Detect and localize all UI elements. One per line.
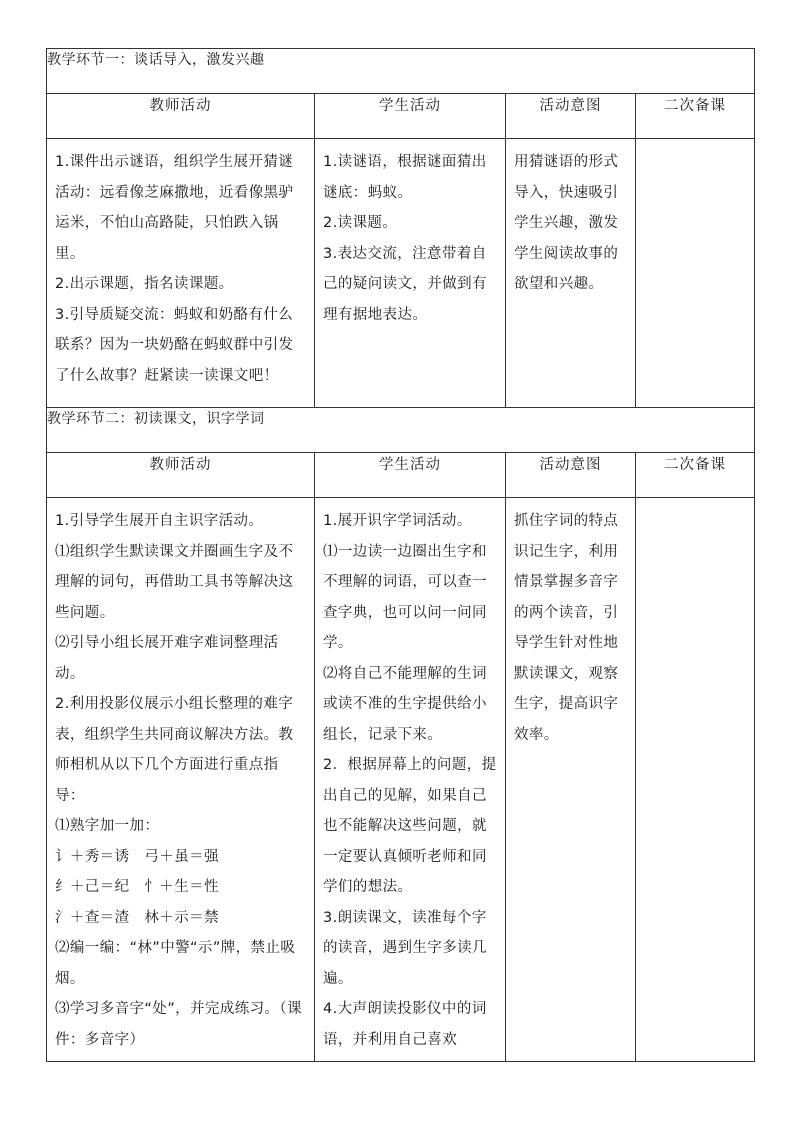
header-teacher-activity: 教师活动 bbox=[47, 94, 315, 139]
student-item: 1.读谜语，根据谜面猜出谜底：蚂蚁。 bbox=[323, 154, 487, 201]
teacher-item: ⑵引导小组长展开难字难词整理活动。 bbox=[55, 635, 279, 682]
section-2-title-row bbox=[47, 408, 755, 453]
header-second-prep: 二次备课 bbox=[636, 94, 755, 139]
teacher-item: 氵＋查＝渣 林＋示＝禁 bbox=[55, 909, 219, 926]
section-2-header-row bbox=[47, 453, 755, 498]
student-item: ⑵将自己不能理解的生词或读不准的生字提供给小组长，记录下来。 bbox=[323, 665, 487, 743]
section-2-second-prep-cell bbox=[636, 498, 755, 1062]
section-2-intent-cell bbox=[506, 498, 636, 1062]
student-item: 4.大声朗读投影仪中的词语，并利用自己喜欢 bbox=[323, 1001, 487, 1048]
lesson-plan-table bbox=[46, 48, 755, 1062]
student-item: 2．根据屏幕上的问题，提出自己的见解，如果自己也不能解决这些问题，就一定要认真倾听老师和同学们的想法。 bbox=[323, 757, 497, 895]
student-item: 3.表达交流，注意带着自己的疑问读文，并做到有理有据地表达。 bbox=[323, 245, 487, 323]
teacher-item: ⑶学习多音字“处”，并完成练习。（课件：多音字） bbox=[55, 1001, 302, 1048]
section-1-content-row bbox=[47, 139, 755, 408]
section-1-teacher-cell bbox=[47, 139, 315, 408]
teacher-item: 2.利用投影仪展示小组长整理的难字表，组织学生共同商议解决方法。教师相机从以下几个方面进行重点指导： bbox=[55, 696, 294, 804]
student-item: 2.读课题。 bbox=[323, 215, 398, 231]
teacher-item: ⑴组织学生默读课文并圈画生字及不理解的词句，再借助工具书等解决这些问题。 bbox=[55, 543, 294, 621]
section-1-intent-cell bbox=[506, 139, 636, 408]
section-1-title-row bbox=[47, 49, 755, 94]
intent-text: 用猜谜语的形式导入，快速吸引学生兴趣，激发学生阅读故事的欲望和兴趣。 bbox=[514, 154, 619, 292]
section-1-header-row bbox=[47, 94, 755, 139]
section-1-title: 教学环节一：谈话导入，激发兴趣 bbox=[47, 49, 755, 94]
teacher-item: 纟＋己＝纪 忄＋生＝性 bbox=[55, 879, 219, 895]
teacher-item: 3.引导质疑交流：蚂蚁和奶酪有什么联系？因为一块奶酪在蚂蚁群中引发了什么故事？赶紧读一读课文吧！ bbox=[55, 306, 294, 384]
header-teacher-activity: 教师活动 bbox=[47, 453, 315, 498]
teacher-item: ⑵编一编：“林”中警“示”牌，禁止吸烟。 bbox=[55, 940, 296, 987]
teacher-item: 1.课件出示谜语，组织学生展开猜谜活动：远看像芝麻撒地，近看像黑驴运米，不怕山高路陡，只怕跌入锅里。 bbox=[55, 154, 294, 262]
teacher-item: 讠＋秀＝诱 弓＋虽＝强 bbox=[55, 848, 219, 865]
header-student-activity: 学生活动 bbox=[315, 94, 506, 139]
header-second-prep: 二次备课 bbox=[636, 453, 755, 498]
teacher-item: 2.出示课题，指名读课题。 bbox=[55, 276, 234, 292]
header-activity-intent: 活动意图 bbox=[506, 94, 636, 139]
intent-text: 抓住字词的特点识记生字，利用情景掌握多音字的两个读音，引导学生针对性地默读课文，观察生字，提高识字效率。 bbox=[514, 513, 619, 743]
header-activity-intent: 活动意图 bbox=[506, 453, 636, 498]
section-2-content-row bbox=[47, 498, 755, 1062]
section-1-second-prep-cell bbox=[636, 139, 755, 408]
header-student-activity: 学生活动 bbox=[315, 453, 506, 498]
section-2-title: 教学环节二：初读课文，识字学词 bbox=[47, 408, 755, 453]
teacher-item: 1.引导学生展开自主识字活动。 bbox=[55, 513, 264, 529]
teacher-item: ⑴熟字加一加： bbox=[55, 818, 160, 834]
student-item: ⑴一边读一边圈出生字和不理解的词语，可以查一查字典，也可以问一问同学。 bbox=[323, 543, 487, 651]
student-item: 3.朗读课文，读准每个字的读音，遇到生字多读几遍。 bbox=[323, 909, 487, 987]
section-1-student-cell bbox=[315, 139, 506, 408]
student-item: 1.展开识字学词活动。 bbox=[323, 513, 472, 529]
section-2-student-cell bbox=[315, 498, 506, 1062]
section-2-teacher-cell bbox=[47, 498, 315, 1062]
